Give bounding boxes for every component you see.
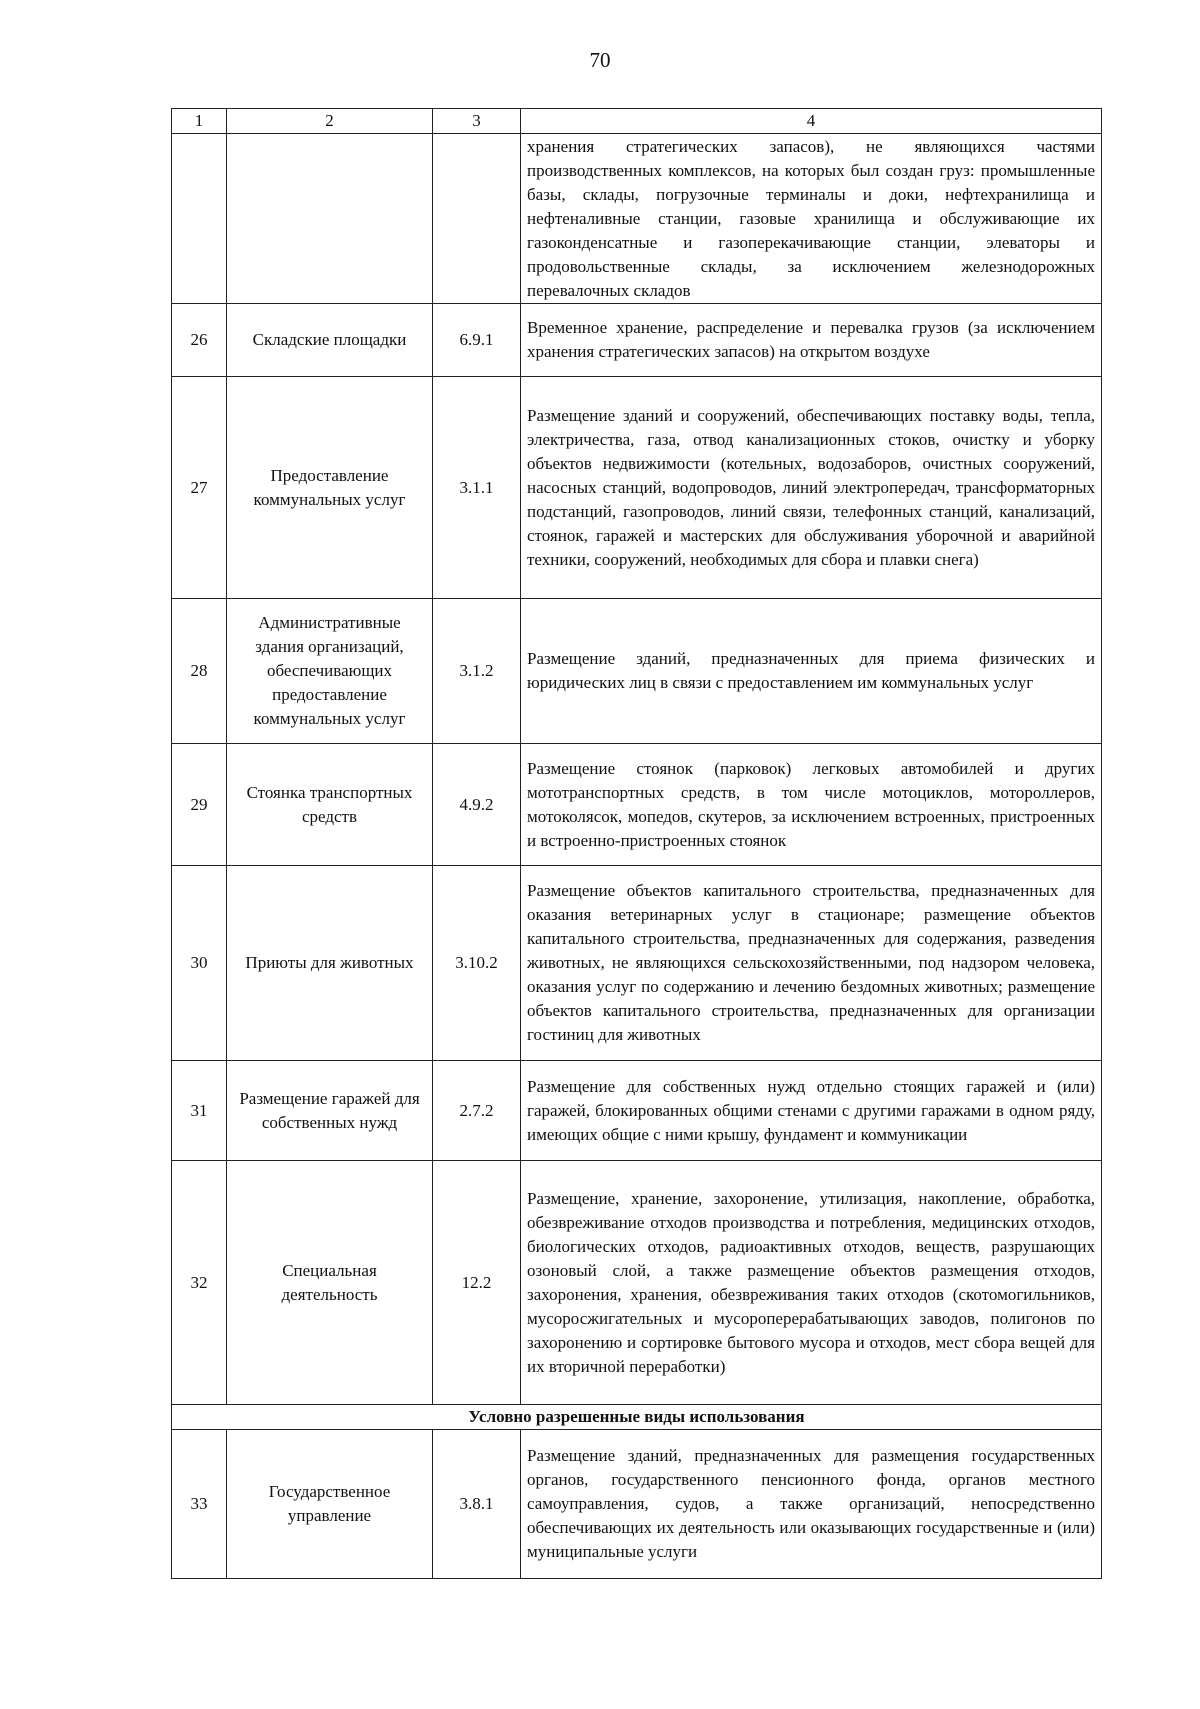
table-header-row	[172, 109, 1102, 134]
row-code	[433, 134, 521, 304]
row-name: Предоставление коммунальных услуг	[227, 377, 433, 599]
row-description: Временное хранение, распределение и перевалка грузов (за исключением хранения стратегических запасов) на открытом воздухе	[521, 304, 1102, 377]
table-row-29	[172, 744, 1102, 866]
row-description: хранения стратегических запасов), не являющихся частями производственных комплексов, на которых был создан груз: промышленные базы, склады, погрузочные терминалы и доки, нефтехранилища и нефтеналивные станции, газовые хранилища и обслуживающие их газоконденсатные и газоперекачивающие станции, элеваторы и продовольственные склады, за исключением железнодорожных перевалочных складов	[521, 134, 1102, 304]
table-row-27	[172, 377, 1102, 599]
row-description: Размещение, хранение, захоронение, утилизация, накопление, обработка, обезвреживание отходов производства и потребления, медицинских отходов, биологических отходов, радиоактивных отходов, веществ, разрушающих озоновый слой, а также размещение объектов размещения отходов, захоронения, хранения, обезвреживания таких отходов (скотомогильников, мусоросжигательных и мусороперерабатывающих заводов, полигонов по захоронению и сортировке бытового мусора и отходов, мест сбора вещей для их вторичной переработки)	[521, 1161, 1102, 1405]
page-number: 70	[589, 48, 611, 72]
row-name: Стоянка транспортных средств	[227, 744, 433, 866]
row-number	[172, 134, 227, 304]
row-number: 28	[172, 599, 227, 744]
row-number: 33	[172, 1430, 227, 1579]
row-code: 3.8.1	[433, 1430, 521, 1579]
header-col-1: 1	[172, 109, 227, 134]
section-title: Условно разрешенные виды использования	[172, 1405, 1102, 1430]
row-description: Размещение для собственных нужд отдельно стоящих гаражей и (или) гаражей, блокированных общими стенами с другими гаражами в одном ряду, имеющих общие с ними крышу, фундамент и коммуникации	[521, 1061, 1102, 1161]
table-row-26	[172, 304, 1102, 377]
row-name: Государственное управление	[227, 1430, 433, 1579]
row-code: 12.2	[433, 1161, 521, 1405]
row-code: 3.1.1	[433, 377, 521, 599]
row-name: Приюты для животных	[227, 866, 433, 1061]
row-name: Специальная деятельность	[227, 1161, 433, 1405]
row-name: Размещение гаражей для собственных нужд	[227, 1061, 433, 1161]
row-description: Размещение зданий, предназначенных для приема физических и юридических лиц в связи с предоставлением им коммунальных услуг	[521, 599, 1102, 744]
row-description: Размещение зданий и сооружений, обеспечивающих поставку воды, тепла, электричества, газа, отвод канализационных стоков, очистку и уборку объектов недвижимости (котельных, водозаборов, очистных сооружений, насосных станций, водопроводов, линий электропередач, трансформаторных подстанций, газопроводов, линий связи, телефонных станций, канализаций, стоянок, гаражей и мастерских для обслуживания уборочной и аварийной техники, сооружений, необходимых для сбора и плавки снега)	[521, 377, 1102, 599]
row-number: 32	[172, 1161, 227, 1405]
row-code: 3.1.2	[433, 599, 521, 744]
row-name	[227, 134, 433, 304]
row-code: 6.9.1	[433, 304, 521, 377]
row-name: Административные здания организаций, обеспечивающих предоставление коммунальных услуг	[227, 599, 433, 744]
row-code: 2.7.2	[433, 1061, 521, 1161]
header-col-2: 2	[227, 109, 433, 134]
row-description: Размещение зданий, предназначенных для размещения государственных органов, государственного пенсионного фонда, органов местного самоуправления, судов, а также организаций, непосредственно обеспечивающих их деятельность или оказывающих государственные и (или) муниципальные услуги	[521, 1430, 1102, 1579]
row-number: 30	[172, 866, 227, 1061]
row-number: 26	[172, 304, 227, 377]
row-number: 29	[172, 744, 227, 866]
row-number: 31	[172, 1061, 227, 1161]
header-col-4: 4	[521, 109, 1102, 134]
row-code: 4.9.2	[433, 744, 521, 866]
section-header-row	[172, 1405, 1102, 1430]
land-use-table	[171, 108, 1102, 1579]
row-description: Размещение объектов капитального строительства, предназначенных для оказания ветеринарных услуг в стационаре; размещение объектов капитального строительства, предназначенных для содержания, разведения животных, не являющихся сельскохозяйственными, под надзором человека, оказания услуг по содержанию и лечению бездомных животных; размещение объектов капитального строительства, предназначенных для организации гостиниц для животных	[521, 866, 1102, 1061]
table-row-33	[172, 1430, 1102, 1579]
row-description: Размещение стоянок (парковок) легковых автомобилей и других мототранспортных средств, в том числе мотоциклов, мотороллеров, мотоколясок, мопедов, скутеров, за исключением встроенных, пристроенных и встроенно-пристроенных стоянок	[521, 744, 1102, 866]
table-row-31	[172, 1061, 1102, 1161]
row-number: 27	[172, 377, 227, 599]
table-row-28	[172, 599, 1102, 744]
table-row-32	[172, 1161, 1102, 1405]
table-row-continuation	[172, 134, 1102, 304]
row-name: Складские площадки	[227, 304, 433, 377]
table-row-30	[172, 866, 1102, 1061]
header-col-3: 3	[433, 109, 521, 134]
row-code: 3.10.2	[433, 866, 521, 1061]
